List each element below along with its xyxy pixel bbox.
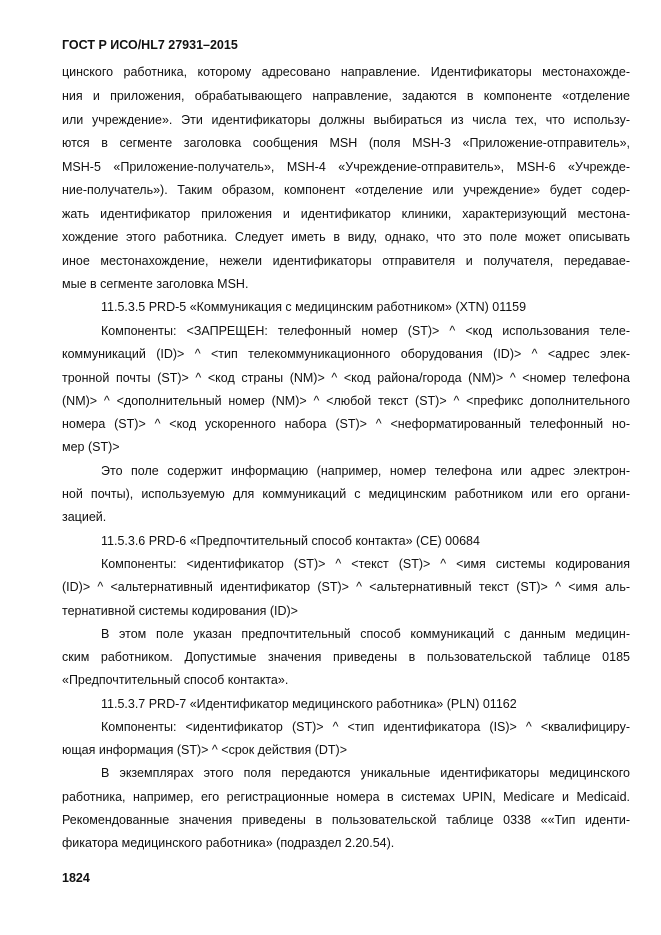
text-line: фикатора медицинского работника» (подраздел 2.20.54). <box>62 836 395 850</box>
text-line: цинского работника, которому адресовано направление. Идентификаторы местонахожде- <box>62 65 630 79</box>
text-line: ющая информация (ST)> ^ <срок действия (DT)> <box>62 743 348 757</box>
text-line: жать идентификатор приложения и идентификатор клиники, характеризующий местона- <box>62 207 630 221</box>
page-number: 1824 <box>62 871 90 885</box>
text-line: «Предпочтительный способ контакта». <box>62 673 289 687</box>
text-line: Компоненты: <идентификатор (ST)> ^ <тип идентификатора (IS)> ^ <квалифициру- <box>101 720 630 734</box>
text-line: Компоненты: <идентификатор (ST)> ^ <текст (ST)> ^ <имя системы кодирования <box>101 557 630 571</box>
text-line: Это поле содержит информацию (например, номер телефона или адрес электрон- <box>101 464 630 478</box>
text-line: ются в сегменте заголовка сообщения MSH (поля MSH-3 «Приложение-отправитель», <box>62 136 630 150</box>
text-line: ния и приложения, обрабатывающего направление, задаются в компоненте «отделение <box>62 89 630 103</box>
text-line: номера (ST)> ^ <код ускоренного набора (ST)> ^ <неформатированный телефонный но- <box>62 417 630 431</box>
text-line: мые в сегменте заголовка MSH. <box>62 277 249 291</box>
document-header: ГОСТ Р ИСО/HL7 27931–2015 <box>62 38 238 52</box>
text-line: мер (ST)> <box>62 440 120 454</box>
text-line: В экземплярах этого поля передаются уникальные идентификаторы медицинского <box>101 766 630 780</box>
section-heading-prd6: 11.5.3.6 PRD-6 «Предпочтительный способ контакта» (CE) 00684 <box>101 534 480 548</box>
text-line: коммуникаций (ID)> ^ <тип телекоммуникационного оборудования (ID)> ^ <адрес элек- <box>62 347 630 361</box>
text-line: хождение этого работника. Следует иметь в виду, однако, что это поле может описывать <box>62 230 630 244</box>
text-line: (NM)> ^ <дополнительный номер (NM)> ^ <любой текст (ST)> ^ <префикс дополнительного <box>62 394 630 408</box>
text-line: В этом поле указан предпочтительный способ коммуникаций с данным медицин- <box>101 627 630 641</box>
text-line: работника, например, его регистрационные номера в системах UPIN, Medicare и Medicaid. <box>62 790 630 804</box>
text-line: ние-получатель»). Таким образом, компонент «отделение или учреждение» будет содер- <box>62 183 630 197</box>
text-line: ной почты), используемую для коммуникаций с медицинским работником или его органи- <box>62 487 630 501</box>
text-line: или учреждение». Эти идентификаторы должны выбираться из числа тех, что использу- <box>62 113 630 127</box>
text-line: ским работником. Допустимые значения приведены в пользовательской таблице 0185 <box>62 650 630 664</box>
text-line: Рекомендованные значения приведены в пользовательской таблице 0338 ««Тип иденти- <box>62 813 630 827</box>
text-line: тернативной системы кодирования (ID)> <box>62 604 298 618</box>
text-line: зацией. <box>62 510 107 524</box>
text-line: тронной почты (ST)> ^ <код страны (NM)> ^ <код района/города (NM)> ^ <номер телефона <box>62 371 630 385</box>
text-line: (ID)> ^ <альтернативный идентификатор (ST)> ^ <альтернативный текст (ST)> ^ <имя аль- <box>62 580 630 594</box>
section-heading-prd5: 11.5.3.5 PRD-5 «Коммуникация с медицинским работником» (XTN) 01159 <box>101 300 527 314</box>
section-heading-prd7: 11.5.3.7 PRD-7 «Идентификатор медицинского работника» (PLN) 01162 <box>101 697 517 711</box>
text-line: Компоненты: <ЗАПРЕЩЕН: телефонный номер (ST)> ^ <код использования теле- <box>101 324 630 338</box>
text-line: MSH-5 «Приложение-получатель», MSH-4 «Учреждение-отправитель», MSH-6 «Учрежде- <box>62 160 630 174</box>
text-line: иное местонахождение, нежели идентификаторы отправителя и получателя, передавае- <box>62 254 630 268</box>
